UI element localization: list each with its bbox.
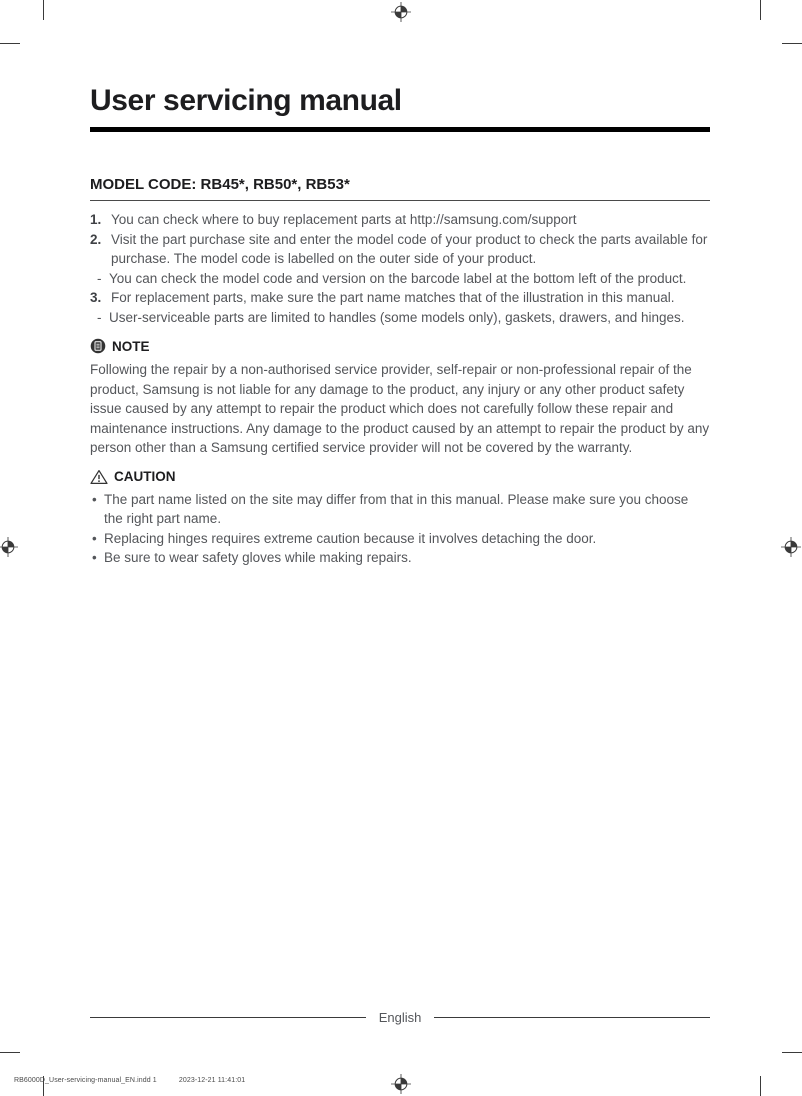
crop-mark [760,1076,761,1096]
print-slug [14,1077,245,1084]
subitem-text: You can check the model code and version on the barcode label at the bottom left of the product. [109,270,687,286]
step-number: 3. [90,290,102,305]
model-code-heading: MODEL CODE: RB45*, RB50*, RB53* [90,176,710,201]
bullet-text: The part name listed on the site may differ from that in this manual. Please make sure you choose the right part name. [104,491,689,526]
step-1 [90,210,710,230]
step-text: For replacement parts, make sure the part name matches that of the illustration in this manual. [111,290,675,305]
footer [90,1010,710,1025]
step-3 [90,288,710,308]
caution-heading [90,469,710,485]
bullet-glyph: • [92,550,97,565]
caution-label: CAUTION [114,469,176,484]
note-icon [90,338,106,354]
footer-rule-left [90,1017,366,1018]
list-item [90,490,710,529]
bullet-glyph: • [92,530,97,546]
crop-mark [760,0,761,20]
page-title: User servicing manual [90,84,710,132]
crop-mark [0,43,20,44]
caution-bullets [90,490,710,568]
bullet-glyph: • [92,491,97,507]
crop-mark [782,43,802,44]
warning-triangle-icon [90,469,108,485]
bullet-text: Replacing hinges requires extreme caution because it involves detaching the door. [104,530,597,546]
registration-mark-icon [391,1074,411,1094]
step-number: 1. [90,212,102,227]
print-slug-filename: RB6000D_User-servicing-manual_EN.indd 1 [14,1077,157,1084]
step-3-subitem [90,308,710,328]
footer-rule-right [434,1017,710,1018]
bullet-text: Be sure to wear safety gloves while making repairs. [104,550,412,565]
note-label: NOTE [112,338,150,354]
crop-mark [43,0,44,20]
dash-bullet: - [97,270,102,286]
dash-bullet: - [97,309,102,325]
note-heading [90,338,710,354]
list-item [90,529,710,549]
crop-mark [782,1052,802,1053]
list-item [90,548,710,568]
note-body: Following the repair by a non-authorised service provider, self-repair or non-professional repair of the product, Samsung is not liable for any damage to the product, any injury or any other product safety issue caused by any attempt to repair the product which does not carefully follow these repair and maintenance instructions. Any damage to the product caused by an attempt to repair the product by any person other than a Samsung certified service provider will not be covered by the warranty. [90,362,710,455]
registration-mark-icon [0,537,18,557]
step-2 [90,230,710,269]
print-slug-date: 2023-12-21 11:41:01 [178,1077,246,1084]
step-number: 2. [90,231,102,247]
step-2-subitem [90,269,710,289]
footer-language-label: English [378,1010,422,1025]
content-column [90,0,710,568]
subitem-text: User-serviceable parts are limited to handles (some models only), gaskets, drawers, and hinges. [109,309,685,325]
registration-mark-icon [781,537,801,557]
step-text: Visit the part purchase site and enter the model code of your product to check the parts available for purchase. The model code is labelled on the outer side of your product. [111,231,708,266]
crop-mark [0,1052,20,1053]
step-text: You can check where to buy replacement parts at http://samsung.com/support [111,212,577,227]
numbered-steps [90,210,710,327]
